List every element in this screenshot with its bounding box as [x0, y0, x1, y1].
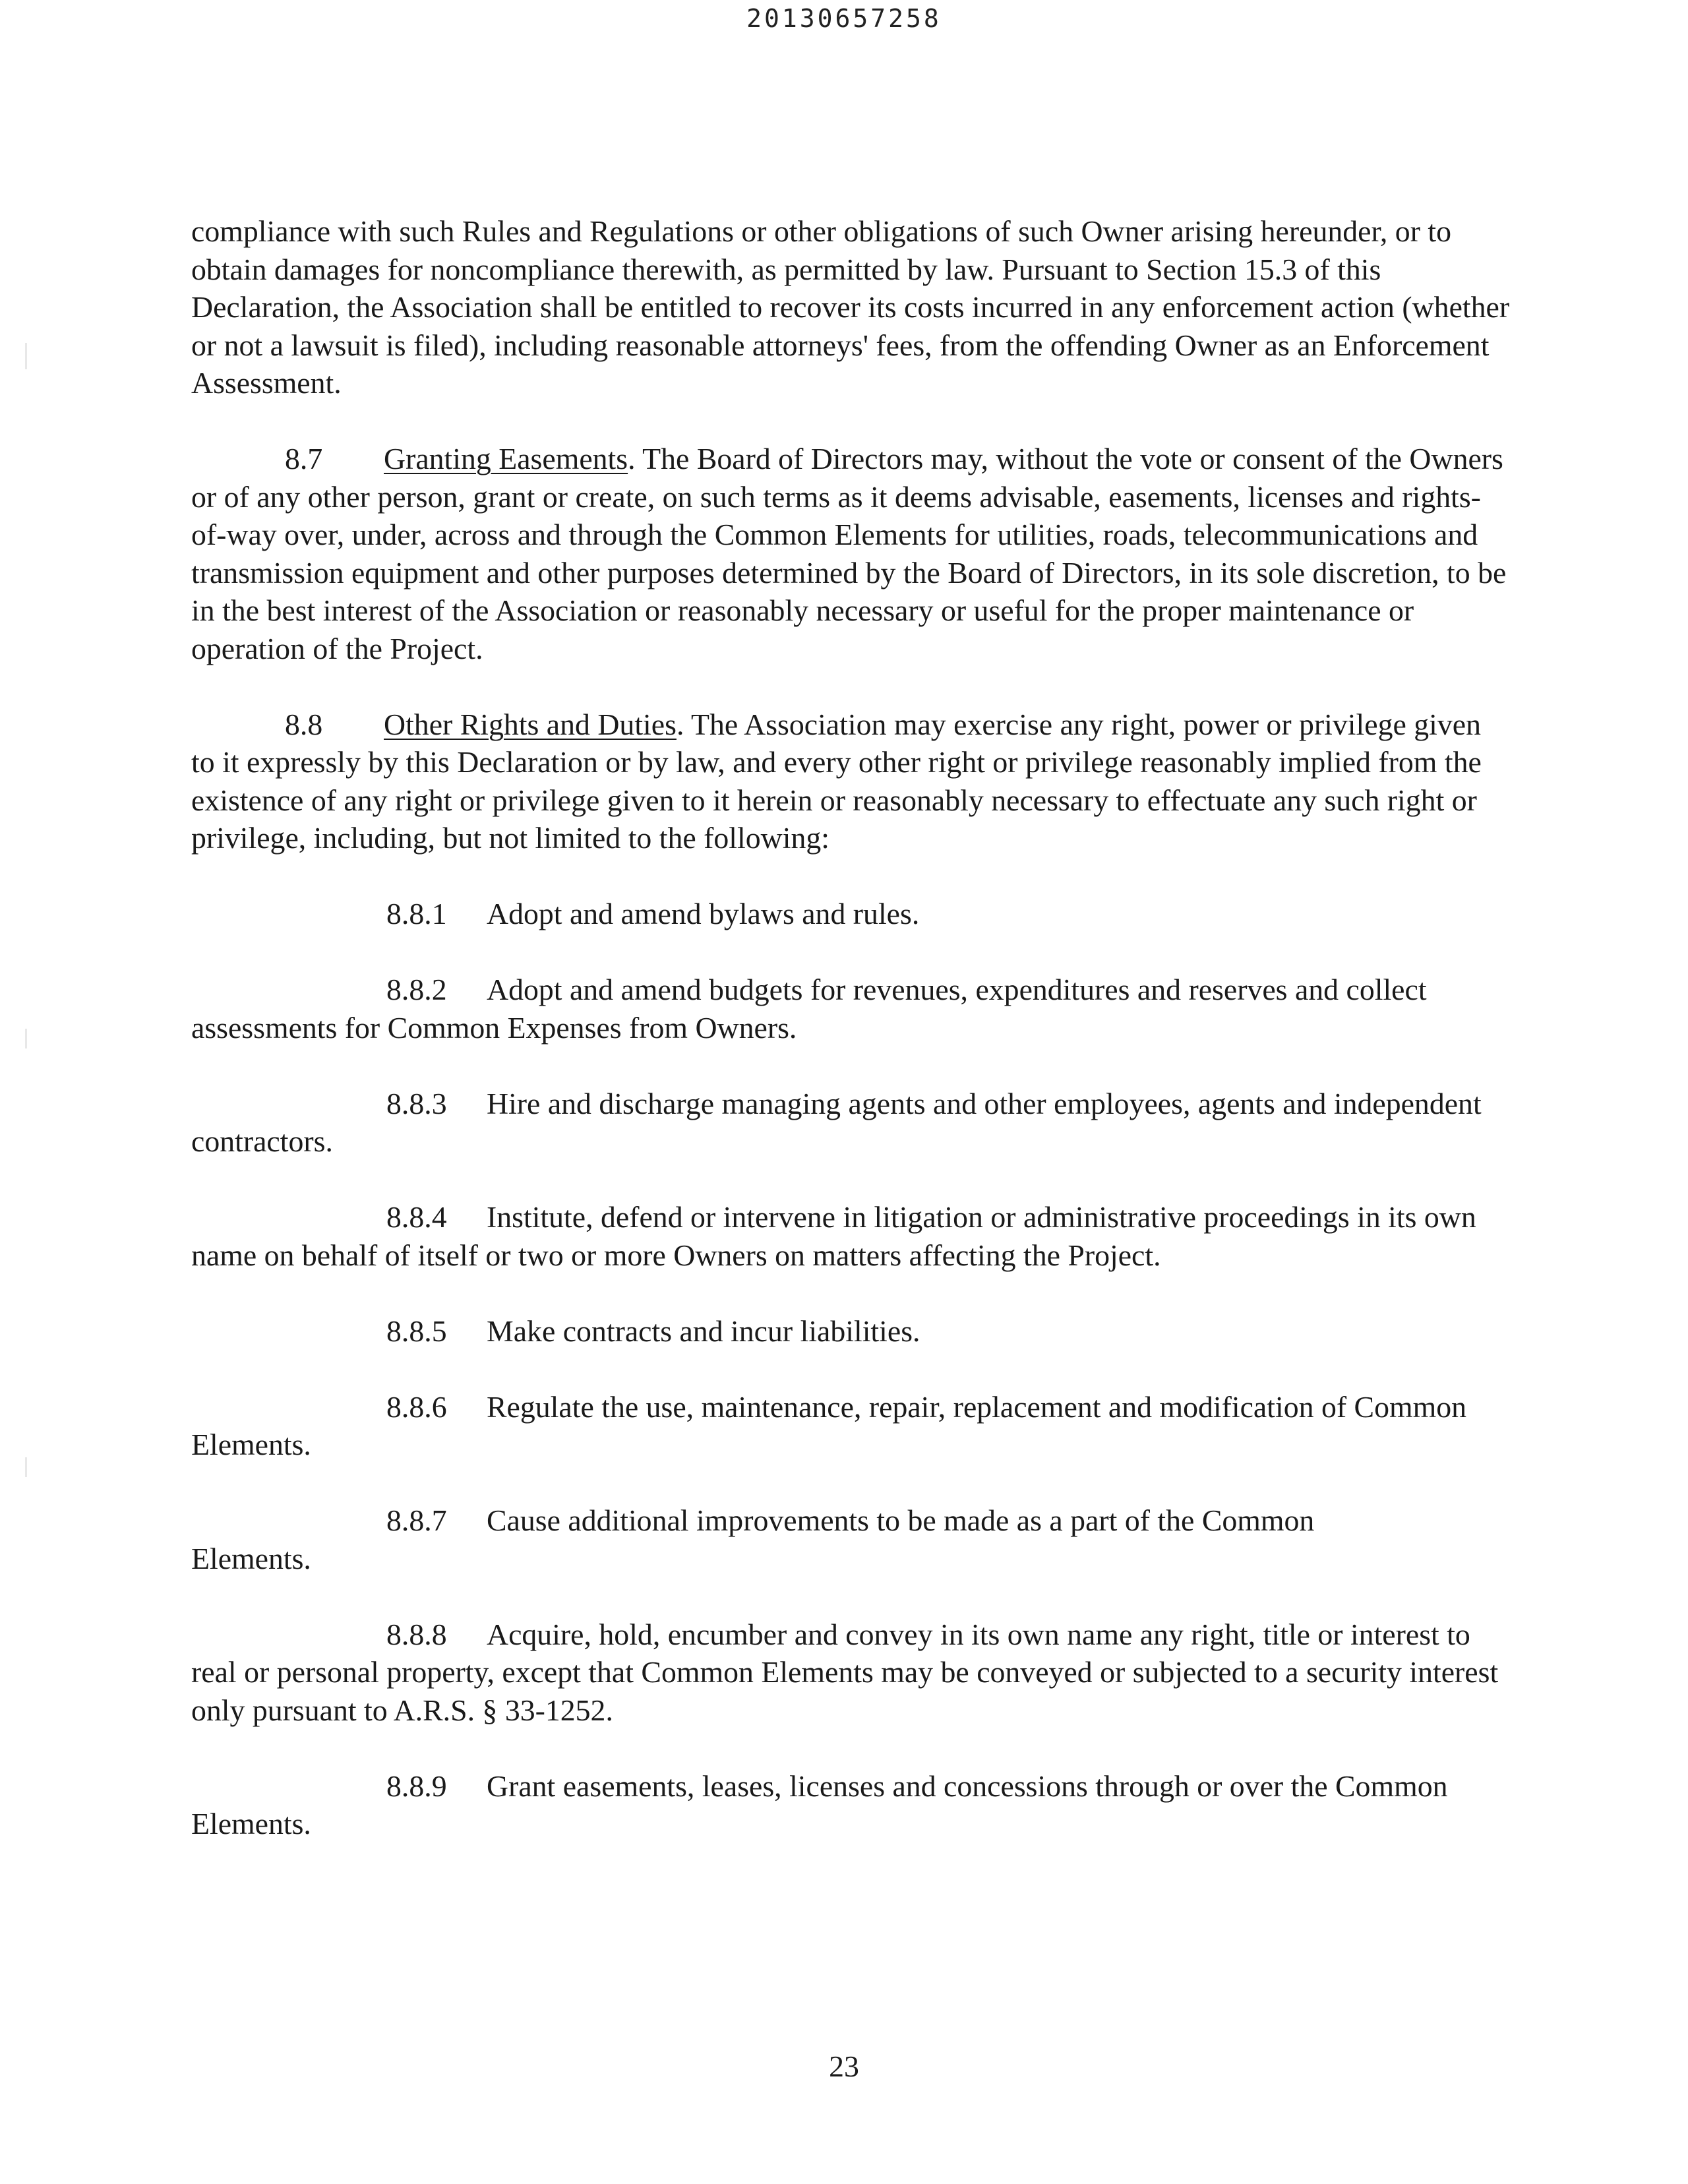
subsection-number: 8.8.1 — [386, 897, 447, 930]
subsection-text: Hire and discharge managing agents and other employees, agents and independent contractors. — [191, 1086, 1482, 1158]
section-text: . The Association may exercise any right, power or privilege given to it expressly by this Declaration or by law, and every other right or privilege reasonably implied from the existence of any right or privilege given to it herein or reasonably necessary to effectuate any such right or privilege, including, but not limited to the following: — [191, 707, 1482, 855]
section-number: 8.8 — [285, 707, 323, 741]
subsection-text: Grant easements, leases, licenses and concessions through or over the Common Elements. — [191, 1769, 1448, 1840]
subsection-number: 8.8.6 — [386, 1389, 447, 1424]
section-8-8 — [191, 706, 1510, 857]
subsection-number: 8.8.2 — [386, 973, 447, 1006]
subsection-number: 8.8.4 — [386, 1200, 447, 1234]
subsection-text: Acquire, hold, encumber and convey in its own name any right, title or interest to real or personal property, except that Common Elements may be conveyed or subjected to a security interest only pursuant to A.R.S. § 33-1252. — [191, 1617, 1499, 1727]
subsection-8-8-7-continuation: Elements. — [191, 1541, 311, 1575]
subsection-number: 8.8.7 — [386, 1503, 447, 1537]
subsection-8-8-7 — [191, 1502, 1510, 1540]
subsection-8-8-3 — [191, 1085, 1510, 1161]
section-number: 8.7 — [285, 442, 323, 475]
intro-paragraph: compliance with such Rules and Regulations or other obligations of such Owner arising hereunder, or to obtain damages for noncompliance therewith, as permitted by law. Pursuant to Section 15.3 of this Declaration, the Association shall be entitled to recover its costs incurred in any enforcement action (whether or not a lawsuit is filed), including reasonable attorneys' fees, from the offending Owner as an Enforcement Assessment. — [191, 214, 1510, 400]
section-8-7 — [191, 440, 1510, 667]
subsection-text: Cause additional improvements to be made as a part of the Common — [487, 1503, 1315, 1537]
subsection-8-8-6 — [191, 1388, 1510, 1464]
subsection-8-8-1 — [191, 895, 1510, 933]
subsection-text: Adopt and amend bylaws and rules. — [487, 897, 920, 930]
scan-margin-mark — [25, 1457, 27, 1477]
subsection-text: Adopt and amend budgets for revenues, expenditures and reserves and collect assessments for Common Expenses from Owners. — [191, 973, 1427, 1045]
subsection-8-8-2 — [191, 971, 1510, 1046]
scan-margin-mark — [25, 343, 27, 369]
page-number: 23 — [829, 2049, 859, 2083]
section-heading: Granting Easements — [384, 442, 628, 475]
subsection-number: 8.8.9 — [386, 1769, 447, 1803]
subsection-number: 8.8.5 — [386, 1314, 447, 1348]
section-heading: Other Rights and Duties — [384, 707, 677, 741]
subsection-number: 8.8.3 — [386, 1086, 447, 1120]
subsection-text: Make contracts and incur liabilities. — [487, 1314, 920, 1348]
subsection-8-8-9 — [191, 1767, 1510, 1843]
scan-margin-mark — [25, 1029, 27, 1048]
subsection-number: 8.8.8 — [386, 1617, 447, 1651]
subsection-8-8-8 — [191, 1616, 1510, 1730]
subsection-8-8-5 — [191, 1312, 1510, 1350]
subsection-text: Institute, defend or intervene in litigation or administrative proceedings in its own name on behalf of itself or two or more Owners on matters affecting the Project. — [191, 1200, 1476, 1272]
subsection-8-8-4 — [191, 1198, 1510, 1274]
document-number: 20130657258 — [746, 4, 942, 33]
subsection-text: Regulate the use, maintenance, repair, replacement and modification of Common Elements. — [191, 1389, 1467, 1461]
section-text: . The Board of Directors may, without the vote or consent of the Owners or of any other person, grant or create, on such terms as it deems advisable, easements, licenses and rights-of-way over, under, across and through the Common Elements for utilities, roads, telecommunications and transmission equipment and other purposes determined by the Board of Directors, in its sole discretion, to be in the best interest of the Association or reasonably necessary or useful for the proper maintenance or operation of the Project. — [191, 442, 1507, 665]
document-body — [191, 212, 1510, 1843]
